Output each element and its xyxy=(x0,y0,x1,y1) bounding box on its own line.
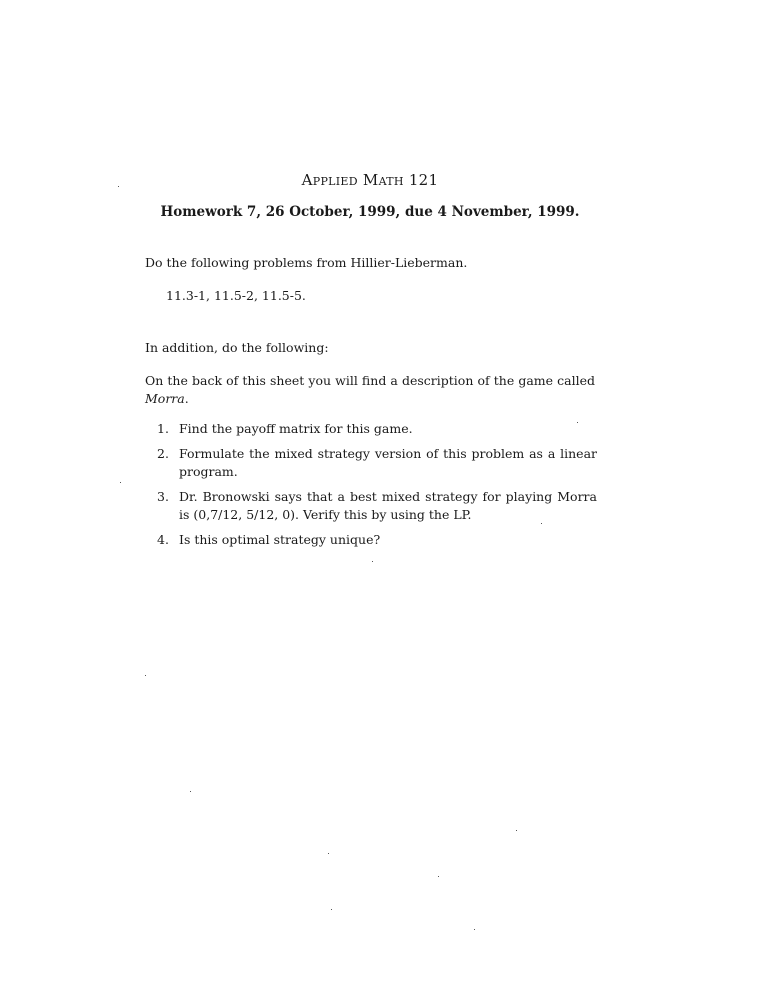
list-item xyxy=(157,531,597,549)
list-item xyxy=(157,420,597,438)
item-number: 3. xyxy=(157,489,169,504)
item-number: 4. xyxy=(157,532,169,547)
list-item xyxy=(157,488,597,524)
scan-speck xyxy=(474,929,475,930)
item-text: Dr. Bronowski says that a best mixed strategy for playing Morra is (0,7/12, 5/12, 0). Verify this by using the LP. xyxy=(179,489,597,522)
addition-text: In addition, do the following: xyxy=(145,340,329,355)
item-text: Is this optimal strategy unique? xyxy=(179,532,381,547)
morra-text-before: On the back of this sheet you will find a description of the game called xyxy=(145,373,595,388)
scan-speck xyxy=(516,830,517,831)
scan-speck xyxy=(120,482,121,483)
scan-speck xyxy=(541,523,542,524)
morra-text-after: . xyxy=(184,391,189,406)
problem-list: 11.3-1, 11.5-2, 11.5-5. xyxy=(166,288,306,303)
scan-speck xyxy=(372,561,373,562)
task-list xyxy=(157,420,597,556)
intro-text: Do the following problems from Hillier-Lieberman. xyxy=(145,255,468,270)
item-text: Formulate the mixed strategy version of this problem as a linear program. xyxy=(179,446,597,479)
scan-speck xyxy=(190,791,191,792)
homework-subtitle: Homework 7, 26 October, 1999, due 4 November, 1999. xyxy=(160,204,580,220)
scan-speck xyxy=(118,186,119,187)
item-number: 1. xyxy=(157,421,169,436)
scan-speck xyxy=(331,909,332,910)
scan-speck xyxy=(438,876,439,877)
scan-speck xyxy=(145,675,146,676)
scan-speck xyxy=(577,422,578,423)
item-number: 2. xyxy=(157,446,169,461)
scan-speck xyxy=(328,853,329,854)
course-title: Applied Math 121 xyxy=(301,171,439,189)
morra-paragraph xyxy=(145,372,595,408)
list-item xyxy=(157,445,597,481)
morra-game-name: Morra xyxy=(145,391,185,406)
item-text: Find the payoff matrix for this game. xyxy=(179,421,413,436)
